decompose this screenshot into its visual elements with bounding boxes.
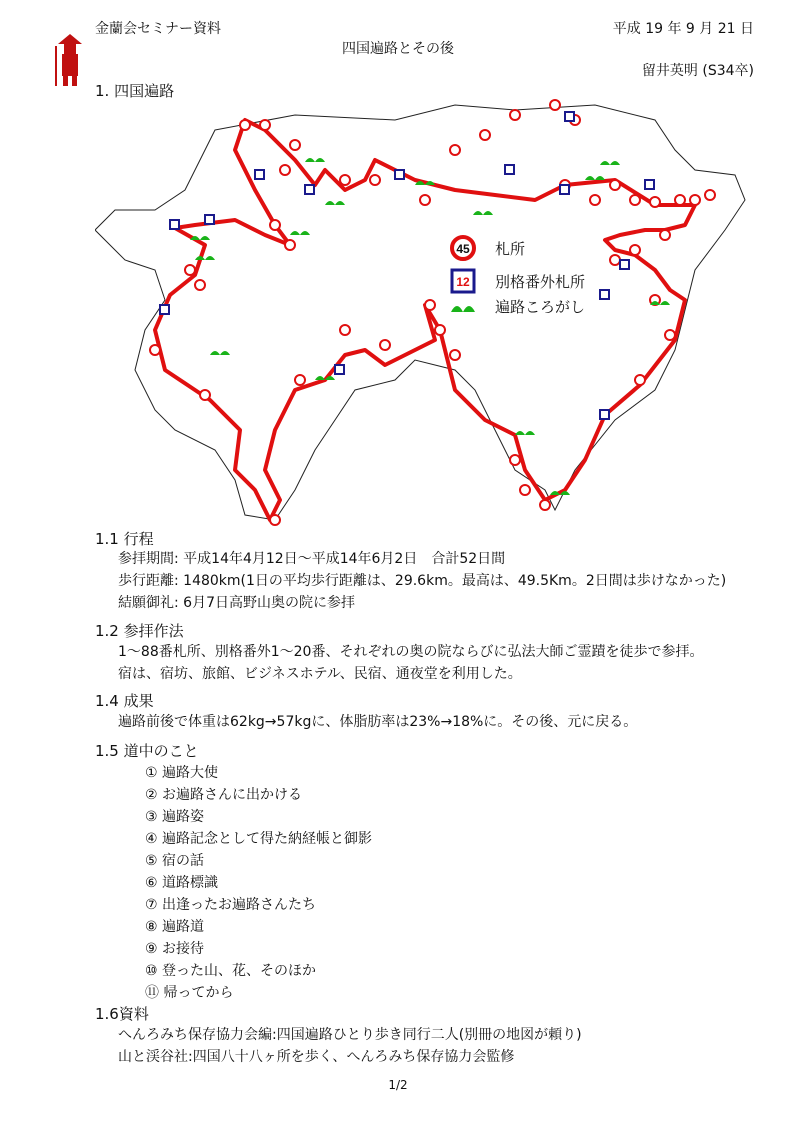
section-1-6-heading: 1.6資料 [95, 1005, 149, 1023]
reference-line: へんろみち保存協力会編:四国遍路ひとり歩き同行二人(別冊の地図が頼り) [118, 1027, 582, 1043]
map-legend [451, 237, 585, 316]
reference-line: 山と渓谷社:四国八十八ヶ所を歩く、へんろみち保存協力会監修 [118, 1049, 515, 1065]
itinerary-line: 結願御礼: 6月7日高野山奥の院に参拝 [118, 595, 355, 611]
pilgrim-icon [50, 32, 90, 87]
legend-bangai-sample: 12 [456, 275, 470, 289]
bangai-markers [160, 112, 654, 419]
topic-item: ⑪ 帰ってから [145, 985, 234, 1001]
island-outline [95, 105, 745, 520]
section-1-1-heading: 1.1 行程 [95, 530, 154, 548]
date-label: 平成 19 年 9 月 21 日 [612, 21, 754, 37]
manners-line: 宿は、宿坊、旅館、ビジネスホテル、民宿、通夜堂を利用した。 [118, 666, 522, 682]
legend-hill-label: 遍路ころがし [495, 298, 586, 316]
topic-item: ⑩ 登った山、花、そのほか [145, 963, 317, 979]
itinerary-line: 参拝期間: 平成14年4月12日～平成14年6月2日 合計52日間 [118, 551, 506, 567]
page-number: 1/2 [388, 1078, 408, 1092]
legend-hill-icon [451, 306, 475, 312]
topic-item: ⑨ お接待 [145, 941, 205, 957]
manners-line: 1～88番札所、別格番外1～20番、それぞれの奥の院ならびに弘法大師ご霊蹟を徒歩で参拝。 [118, 644, 704, 660]
topic-item: ① 遍路大使 [145, 765, 219, 781]
section-1-5-heading: 1.5 道中のこと [95, 742, 199, 760]
legend-temple-sample: 45 [456, 242, 470, 256]
legend-bangai-label: 別格番外札所 [495, 273, 586, 291]
topic-item: ③ 遍路姿 [145, 809, 205, 825]
author-label: 留井英明 (S34卒) [641, 63, 754, 79]
topic-item: ⑦ 出逢ったお遍路さんたち [145, 897, 317, 913]
topic-item: ④ 遍路記念として得た納経帳と御影 [145, 831, 373, 847]
results-line: 遍路前後で体重は62kg→57kgに、体脂肪率は23%→18%に。その後、元に戻る。 [118, 714, 638, 730]
legend-temple-label: 札所 [495, 240, 526, 258]
topic-item: ⑥ 道路標識 [145, 875, 219, 891]
section-1-2-heading: 1.2 参拝作法 [95, 622, 184, 640]
itinerary-line: 歩行距離: 1480km(1日の平均歩行距離は、29.6km。最高は、49.5Km。2日間は歩けなかった) [118, 573, 727, 589]
topic-item: ② お遍路さんに出かける [145, 787, 303, 803]
page-title: 四国遍路とその後 [342, 41, 454, 57]
topic-item: ⑧ 遍路道 [145, 919, 205, 935]
topic-item: ⑤ 宿の話 [145, 853, 205, 869]
org-label: 金蘭会セミナー資料 [95, 21, 221, 37]
shikoku-map [95, 90, 755, 530]
section-1-heading: 1. 四国遍路 [95, 82, 175, 100]
section-1-4-heading: 1.4 成果 [95, 692, 154, 710]
